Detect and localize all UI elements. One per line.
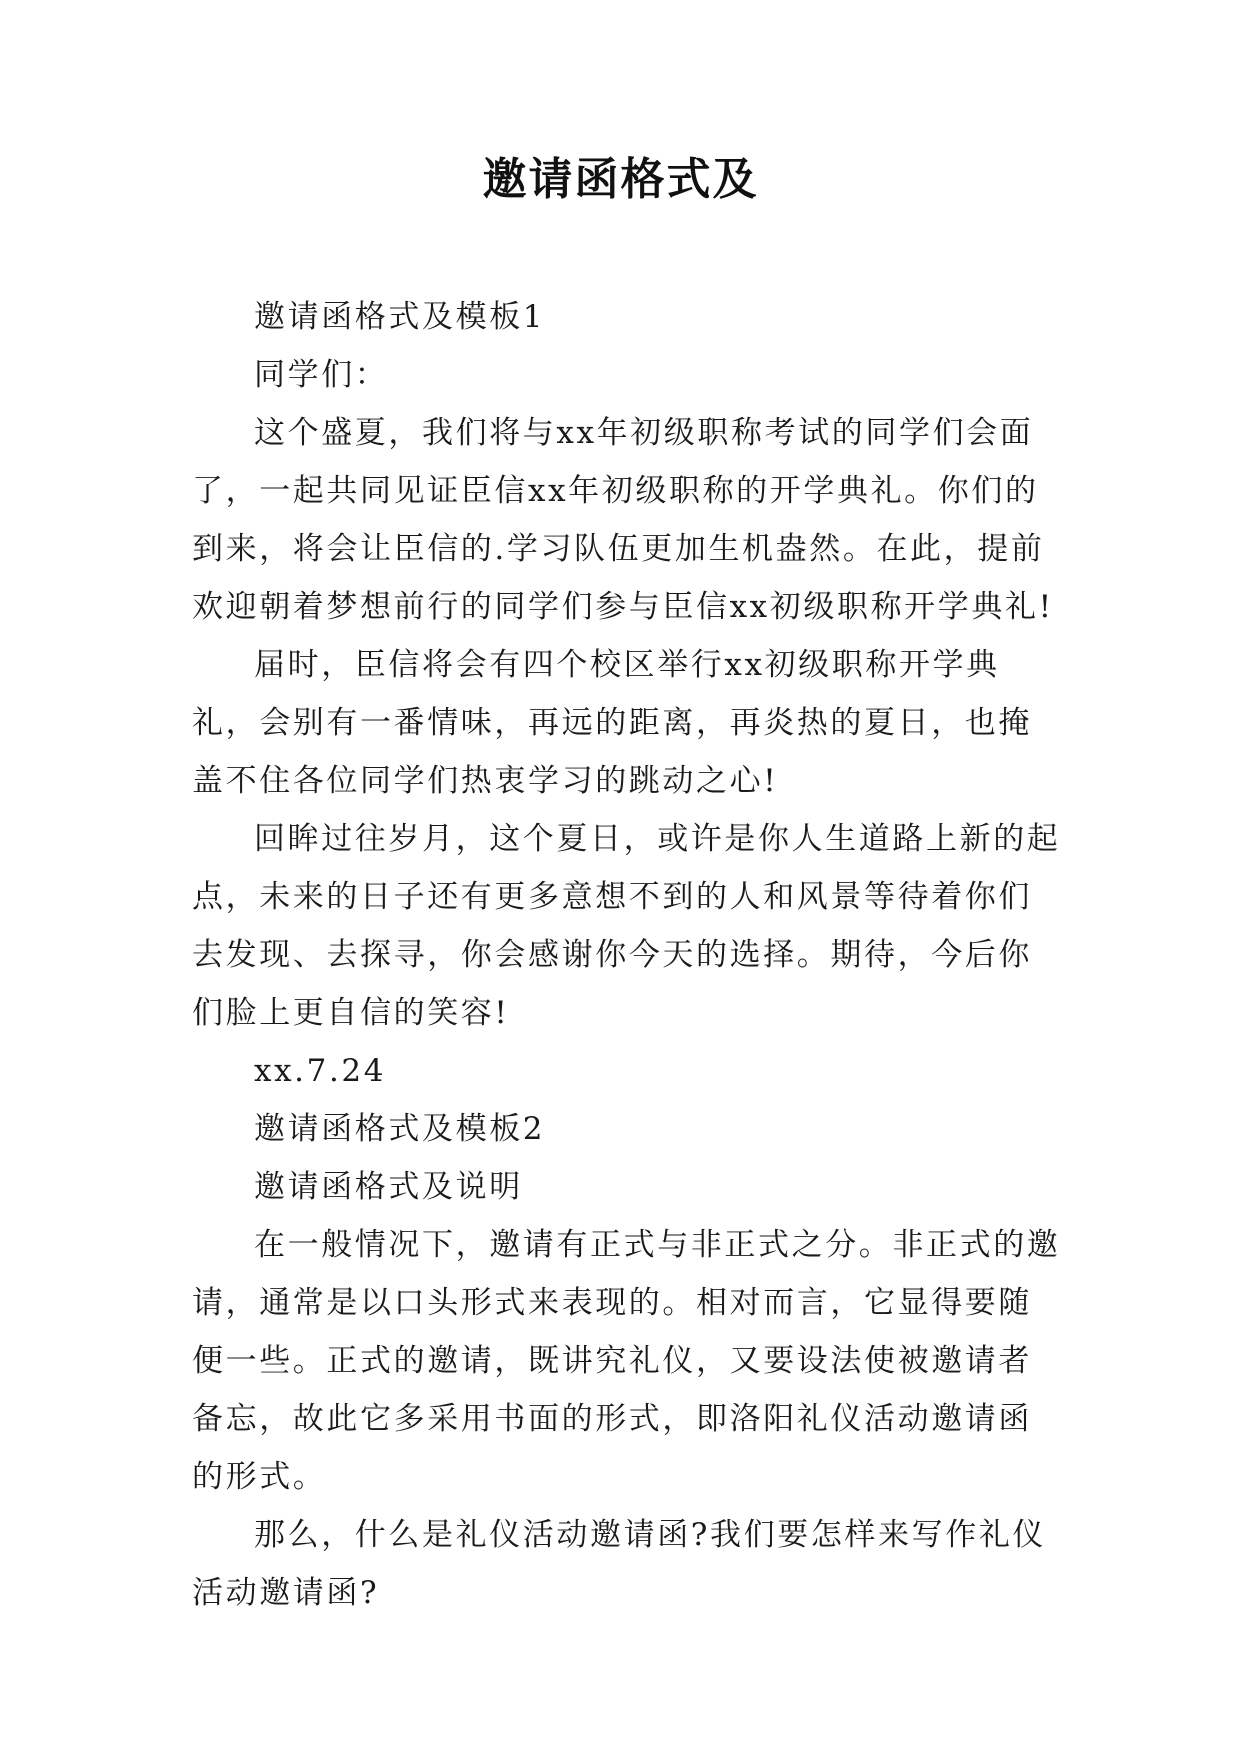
paragraph-body: 届时，臣信将会有四个校区举行xx初级职称开学典礼，会别有一番情味，再远的距离，再炎热的夏日，也掩盖不住各位同学们热衷学习的跳动之心!	[192, 647, 1032, 799]
paragraph-heading-template-1: 邀请函格式及模板1	[254, 299, 546, 335]
paragraph-subheading: 邀请函格式及说明	[254, 1169, 523, 1205]
document-title: 邀请函格式及	[482, 154, 759, 205]
paragraph-heading-template-2: 邀请函格式及模板2	[254, 1111, 546, 1147]
paragraph-salutation: 同学们：	[254, 357, 389, 393]
paragraph-body: 那么，什么是礼仪活动邀请函?我们要怎样来写作礼仪活动邀请函?	[192, 1517, 1047, 1611]
paragraph-date: xx.7.24	[254, 1053, 387, 1089]
paragraph-body: 这个盛夏，我们将与xx年初级职称考试的同学们会面了，一起共同见证臣信xx年初级职称的开学典礼。你们的到来，将会让臣信的.学习队伍更加生机盎然。在此，提前欢迎朝着梦想前行的同学们参与臣信xx初级职称开学典礼!	[192, 415, 1054, 625]
paragraph-body: 在一般情况下，邀请有正式与非正式之分。非正式的邀请，通常是以口头形式来表现的。相对而言，它显得要随便一些。正式的邀请，既讲究礼仪，又要设法使被邀请者备忘，故此它多采用书面的形式，即洛阳礼仪活动邀请函的形式。	[192, 1227, 1061, 1495]
document-body	[192, 288, 1062, 1622]
paragraph-body: 回眸过往岁月，这个夏日，或许是你人生道路上新的起点，未来的日子还有更多意想不到的人和风景等待着你们去发现、去探寻，你会感谢你今天的选择。期待，今后你们脸上更自信的笑容!	[192, 821, 1061, 1031]
